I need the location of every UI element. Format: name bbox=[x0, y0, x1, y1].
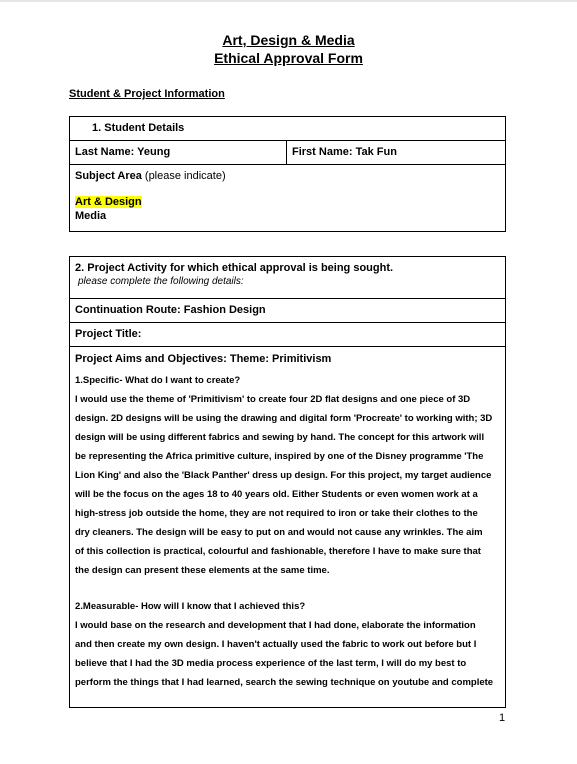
first-name-field: First Name: Tak Fun bbox=[287, 141, 506, 165]
subject-area-label: Subject Area bbox=[75, 170, 142, 182]
specific-heading: 1.Specific- What do I want to create? bbox=[75, 375, 241, 386]
page-number: 1 bbox=[499, 712, 506, 724]
project-activity-header-cell bbox=[70, 257, 506, 299]
form-title-line1: Art, Design & Media bbox=[222, 32, 355, 48]
project-activity-subheading: please complete the following details: bbox=[78, 276, 244, 287]
specific-line: dry cleaners. The design will be easy to put on and would not cause any wrinkles. The aim bbox=[75, 527, 483, 538]
last-name-field: Last Name: Yeung bbox=[70, 141, 287, 165]
continuation-route-field: Continuation Route: Fashion Design bbox=[70, 299, 506, 323]
measurable-line: perform the things that I had learned, search the sewing technique on youtube and complete bbox=[75, 677, 494, 688]
project-activity-heading: 2. Project Activity for which ethical approval is being sought. bbox=[75, 262, 394, 274]
specific-line: will be the focus on the ages 18 to 40 years old. Either Students or even women work at a bbox=[75, 489, 478, 500]
specific-line: high-stress job outside the home, they are not required to iron or take their clothes to the bbox=[75, 508, 478, 519]
aims-objectives-cell bbox=[70, 347, 506, 708]
subject-option-media: Media bbox=[75, 210, 107, 222]
specific-line: design. 2D designs will be using the drawing and digital form 'Procreate' to working with; 3D bbox=[75, 413, 493, 424]
aims-heading: Project Aims and Objectives: Theme: Primitivism bbox=[75, 353, 332, 365]
specific-line: the design can present these elements at the same time. bbox=[75, 565, 330, 576]
specific-line: of this collection is practical, colourful and fashionable, therefore I have to make sure that bbox=[75, 546, 481, 557]
subject-option-art-design: Art & Design bbox=[75, 196, 142, 208]
project-title-field: Project Title: bbox=[70, 323, 506, 347]
specific-line: I would use the theme of 'Primitivism' to create four 2D flat designs and one piece of 3D bbox=[75, 394, 471, 405]
project-activity-table bbox=[69, 256, 506, 708]
measurable-line: and then create my own design. I haven't actually used the fabric to work out before but I bbox=[75, 639, 477, 650]
section-heading: Student & Project Information bbox=[69, 88, 225, 100]
specific-line: design will be using different fabrics and sewing by hand. The concept for this artwork will bbox=[75, 432, 485, 443]
measurable-line: I would base on the research and development that I had done, elaborate the information bbox=[75, 620, 476, 631]
form-title-line2: Ethical Approval Form bbox=[214, 50, 363, 66]
measurable-line: believe that I had the 3D media process experience of the last term, I will do my best to bbox=[75, 658, 467, 669]
student-details-table bbox=[69, 116, 506, 232]
subject-area-hint: (please indicate) bbox=[141, 170, 226, 182]
student-details-heading: 1. Student Details bbox=[70, 117, 506, 141]
specific-line: be representing the Africa primitive culture, inspired by one of the Disney programme 'The bbox=[75, 451, 484, 462]
measurable-heading: 2.Measurable- How will I know that I achieved this? bbox=[75, 601, 306, 612]
specific-paragraph bbox=[75, 390, 501, 580]
specific-line: Lion King' and also the 'Black Panther' dress up design. For this project, my target audience bbox=[75, 470, 492, 481]
top-border-line bbox=[0, 0, 577, 2]
subject-area-cell bbox=[70, 165, 506, 232]
measurable-paragraph bbox=[75, 616, 501, 692]
